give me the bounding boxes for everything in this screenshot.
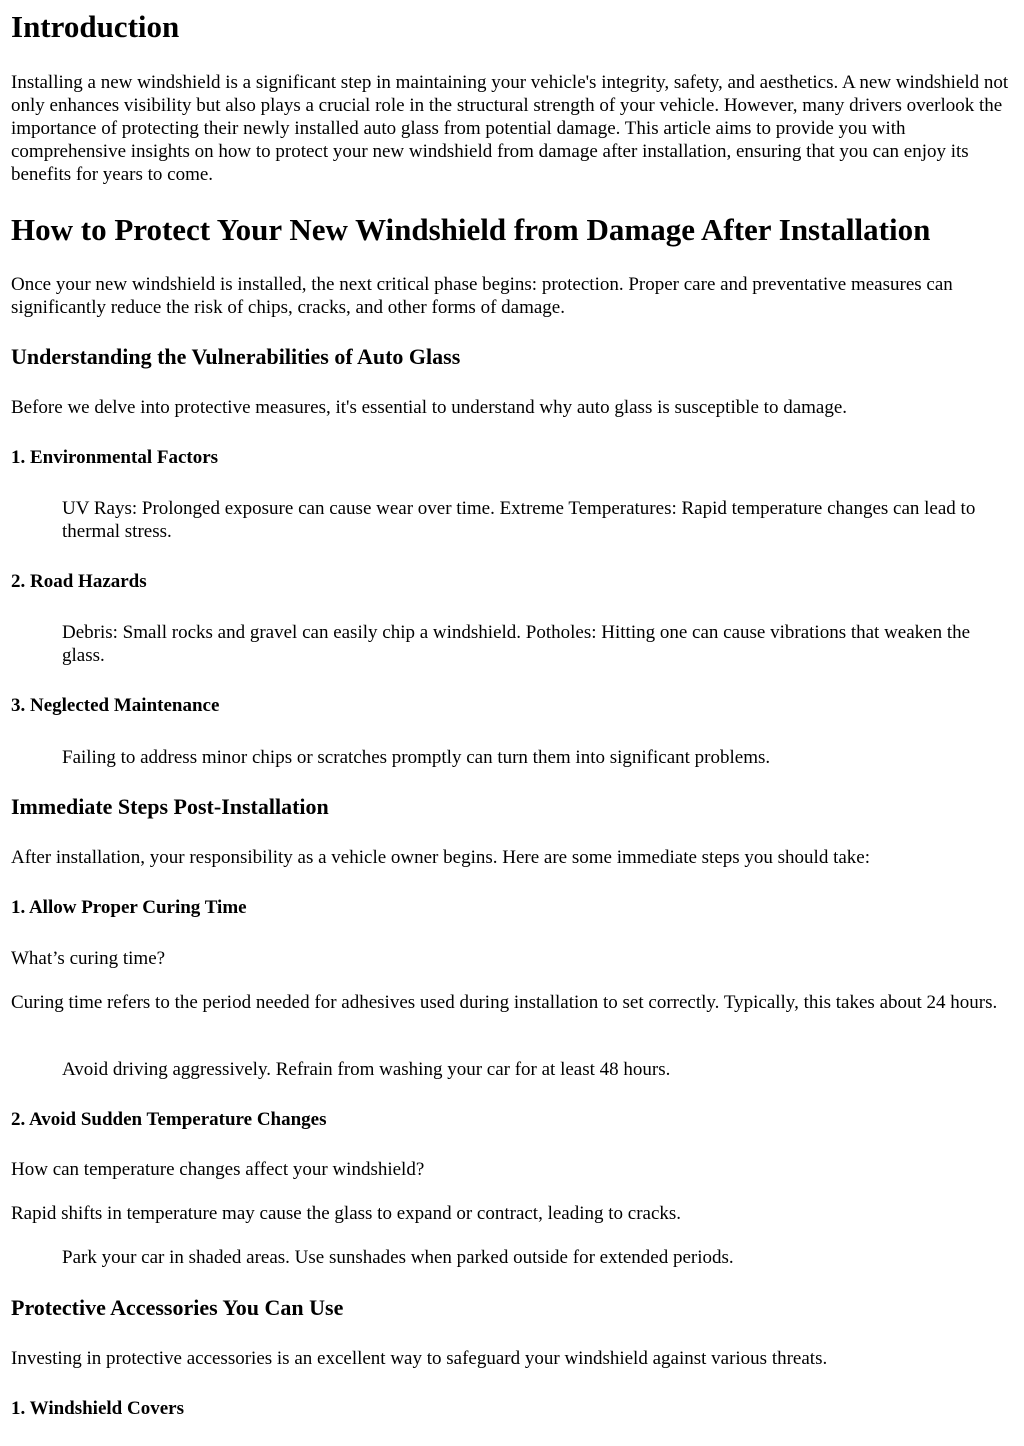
- environmental-factors-text: UV Rays: Prolonged exposure can cause wear over time. Extreme Temperatures: Rapid temperature changes can lead to thermal stress.: [62, 498, 976, 542]
- road-hazards-heading: 2. Road Hazards: [11, 571, 147, 592]
- intro-heading: Introduction: [11, 9, 180, 44]
- vulnerabilities-paragraph: Before we delve into protective measures, it's essential to understand why auto glass is susceptible to damage.: [11, 397, 848, 418]
- curing-time-tips: Avoid driving aggressively. Refrain from washing your car for at least 48 hours.: [62, 1059, 671, 1080]
- temperature-changes-tips: Park your car in shaded areas. Use sunshades when parked outside for extended periods.: [62, 1247, 734, 1268]
- vulnerabilities-heading: Understanding the Vulnerabilities of Auto Glass: [11, 344, 461, 369]
- curing-time-heading: 1. Allow Proper Curing Time: [11, 897, 247, 918]
- main-paragraph: Once your new windshield is installed, the next critical phase begins: protection. Proper care and preventative measures can significantly reduce the risk of chips, cracks, and other forms of damage.: [11, 274, 953, 318]
- temperature-changes-question: How can temperature changes affect your windshield?: [11, 1159, 425, 1180]
- protective-accessories-heading: Protective Accessories You Can Use: [11, 1295, 344, 1320]
- curing-time-question: What’s curing time?: [11, 948, 166, 969]
- neglected-maintenance-heading: 3. Neglected Maintenance: [11, 695, 220, 716]
- curing-time-answer: Curing time refers to the period needed for adhesives used during installation to set correctly. Typically, this takes about 24 hours.: [11, 992, 998, 1013]
- temperature-changes-heading: 2. Avoid Sudden Temperature Changes: [11, 1109, 327, 1130]
- windshield-covers-heading: 1. Windshield Covers: [11, 1398, 184, 1419]
- main-heading: How to Protect Your New Windshield from Damage After Installation: [11, 212, 931, 247]
- immediate-steps-paragraph: After installation, your responsibility as a vehicle owner begins. Here are some immediate steps you should take:: [11, 847, 870, 868]
- road-hazards-text: Debris: Small rocks and gravel can easily chip a windshield. Potholes: Hitting one can cause vibrations that weaken the glass.: [62, 622, 971, 666]
- environmental-factors-heading: 1. Environmental Factors: [11, 447, 219, 468]
- intro-paragraph: Installing a new windshield is a significant step in maintaining your vehicle's integrity, safety, and aesthetics. A new windshield not only enhances visibility but also plays a crucial role in the structural strength of your vehicle. However, many drivers overlook the importance of protecting their newly installed auto glass from potential damage. This article aims to provide you with comprehensive insights on how to protect your new windshield from damage after installation, ensuring that you can enjoy its benefits for years to come.: [11, 72, 1009, 185]
- temperature-changes-answer: Rapid shifts in temperature may cause the glass to expand or contract, leading to cracks.: [11, 1203, 682, 1224]
- immediate-steps-heading: Immediate Steps Post-Installation: [11, 794, 329, 819]
- protective-accessories-paragraph: Investing in protective accessories is an excellent way to safeguard your windshield against various threats.: [11, 1348, 828, 1369]
- neglected-maintenance-text: Failing to address minor chips or scratches promptly can turn them into significant problems.: [62, 747, 771, 768]
